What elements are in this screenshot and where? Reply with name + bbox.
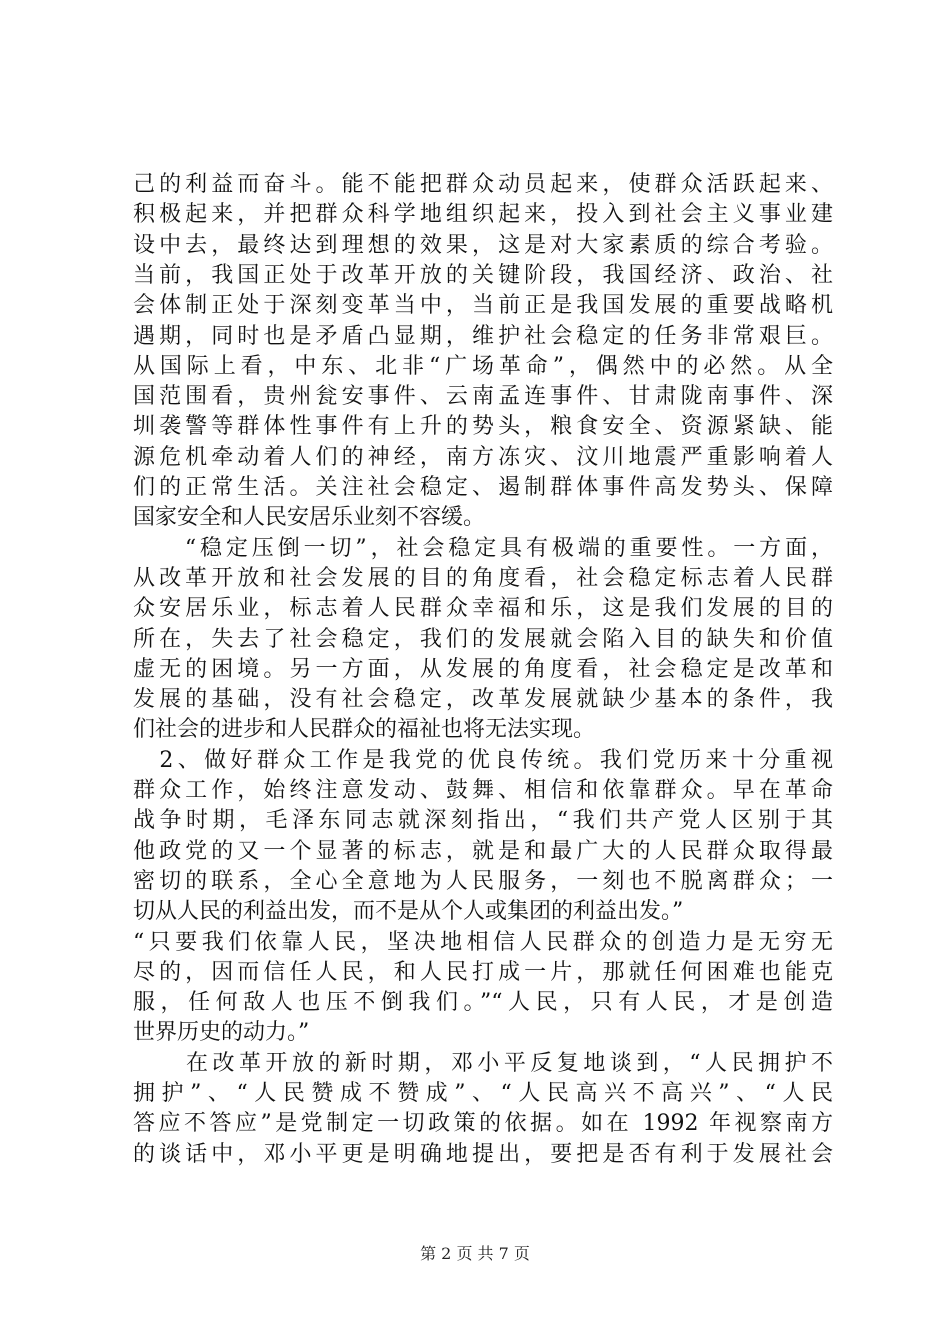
text-line: “只要我们依靠人民，坚决地相信人民群众的创造力是无穷无 (133, 929, 833, 955)
text-line: 所在，失去了社会稳定，我们的发展就会陷入目的缺失和价值 (133, 626, 833, 652)
page-footer: 第 2 页 共 7 页 (420, 1244, 530, 1263)
text-line: “稳定压倒一切”，社会稳定具有极端的重要性。一方面， (133, 535, 833, 561)
text-line: 会体制正处于深刻变革当中，当前正是我国发展的重要战略机 (133, 293, 833, 319)
text-line: 积极起来，并把群众科学地组织起来，投入到社会主义事业建 (133, 202, 833, 228)
text-line: 设中去，最终达到理想的效果，这是对大家素质的综合考验。 (133, 232, 833, 258)
text-line: 服，任何敌人也压不倒我们。”“人民，只有人民，才是创造 (133, 990, 833, 1016)
text-line: 们的正常生活。关注社会稳定、遏制群体事件高发势头、保障 (133, 475, 833, 500)
text-line: 拥护”、“人民赞成不赞成”、“人民高兴不高兴”、“人民 (133, 1081, 833, 1106)
text-line: 2、做好群众工作是我党的优良传统。我们党历来十分重视 (133, 747, 833, 773)
text-line: 国家安全和人民安居乐业刻不容缓。 (133, 505, 486, 531)
text-line: 在改革开放的新时期，邓小平反复地谈到，“人民拥护不 (133, 1050, 833, 1076)
text-line: 源危机牵动着人们的神经，南方冻灾、汶川地震严重影响着人 (133, 444, 833, 470)
text-line: 尽的，因而信任人民，和人民打成一片，那就任何困难也能克 (133, 959, 833, 985)
text-line: 众安居乐业，标志着人民群众幸福和乐，这是我们发展的目的 (133, 596, 833, 622)
text-line: 他政党的又一个显著的标志，就是和最广大的人民群众取得最 (133, 838, 833, 864)
text-line: 从国际上看，中东、北非“广场革命”，偶然中的必然。从全 (133, 353, 833, 379)
text-line: 战争时期，毛泽东同志就深刻指出，“我们共产党人区别于其 (133, 808, 833, 834)
text-line: 群众工作，始终注意发动、鼓舞、相信和依靠群众。早在革命 (133, 778, 833, 803)
text-line: 从改革开放和社会发展的目的角度看，社会稳定标志着人民群 (133, 565, 833, 591)
text-line: 们社会的进步和人民群众的福祉也将无法实现。 (133, 717, 596, 743)
text-line: 世界历史的动力。” (133, 1020, 310, 1046)
text-line: 己的利益而奋斗。能不能把群众动员起来，使群众活跃起来、 (133, 172, 833, 197)
text-line: 虚无的困境。另一方面，从发展的角度看，社会稳定是改革和 (133, 656, 833, 682)
text-line: 密切的联系，全心全意地为人民服务，一刻也不脱离群众；一 (133, 868, 833, 894)
text-line: 的谈话中，邓小平更是明确地提出，要把是否有利于发展社会 (133, 1141, 833, 1167)
text-line: 当前，我国正处于改革开放的关键阶段，我国经济、政治、社 (133, 262, 833, 288)
text-line: 发展的基础，没有社会稳定，改革发展就缺少基本的条件，我 (133, 687, 833, 713)
text-line: 国范围看，贵州瓮安事件、云南孟连事件、甘肃陇南事件、深 (133, 384, 833, 410)
text-line: 圳袭警等群体性事件有上升的势头，粮食安全、资源紧缺、能 (133, 414, 833, 440)
text-line: 遇期，同时也是矛盾凸显期，维护社会稳定的任务非常艰巨。 (133, 323, 833, 349)
text-line: 答应不答应”是党制定一切政策的依据。如在 1992 年视察南方 (133, 1111, 833, 1137)
text-line: 切从人民的利益出发，而不是从个人或集团的利益出发。” (133, 899, 684, 925)
